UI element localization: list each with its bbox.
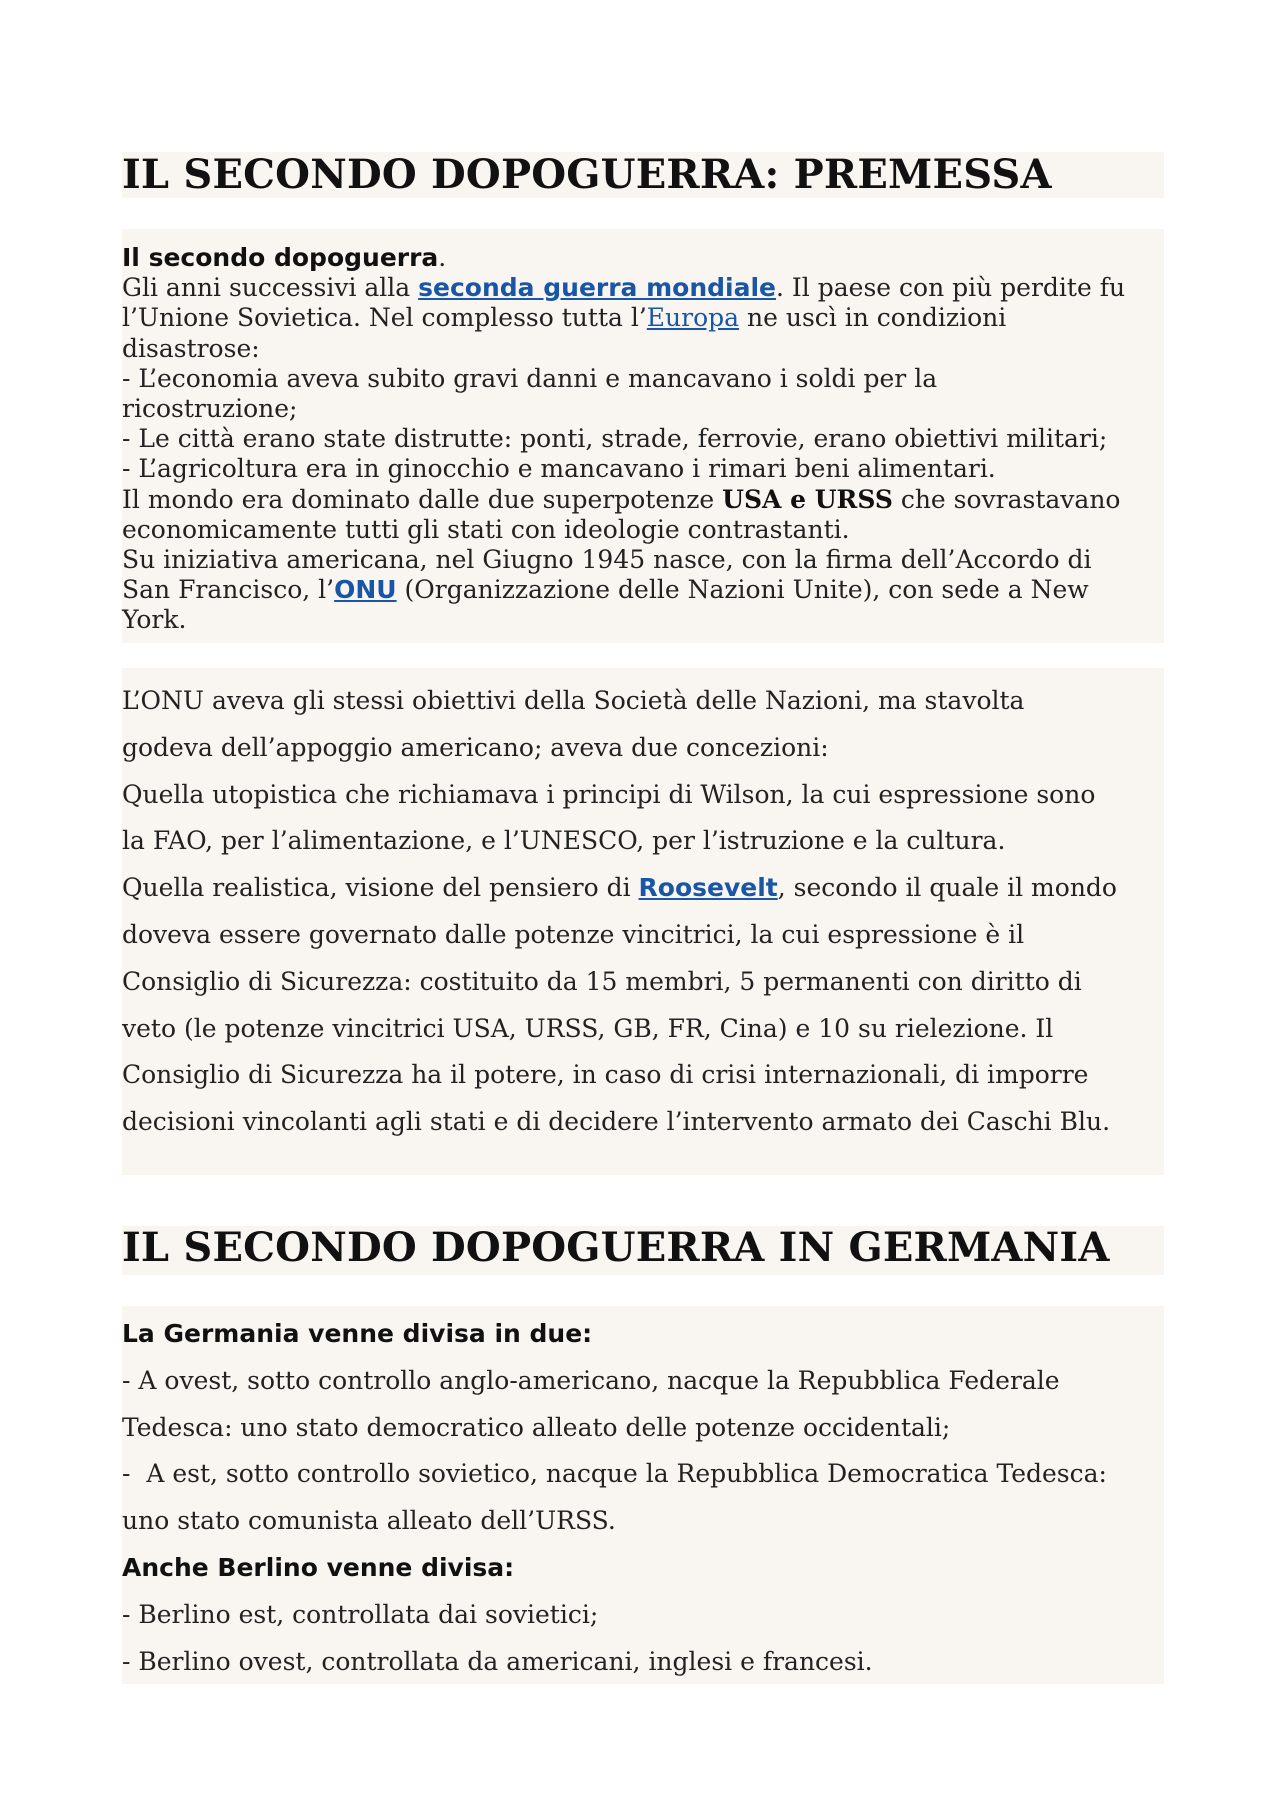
intro-line-11: Su iniziativa americana, nel Giugno 1945 nasce, con la firma dell’Accordo di — [122, 545, 1092, 575]
onu-line-3: Quella utopistica che richiamava i principi di Wilson, la cui espressione sono — [122, 779, 1096, 809]
intro-line-13: York. — [122, 605, 187, 635]
section2-title-block — [122, 1226, 1164, 1275]
intro-line-6: ricostruzione; — [122, 394, 298, 424]
intro-line-5: - L’economia aveva subito gravi danni e mancavano i soldi per la — [122, 363, 938, 393]
intro-line-9 — [122, 485, 1164, 515]
onu-line-2: godeva dell’appoggio americano; aveva due concezioni: — [122, 732, 829, 762]
intro-line-2 — [122, 273, 1164, 303]
intro-text: (Organizzazione delle Nazioni Unite), con sede a New — [396, 575, 1089, 605]
germania-block — [122, 1306, 1164, 1684]
link-roosevelt[interactable]: Roosevelt — [638, 873, 778, 903]
usa-urss-bold: USA e URSS — [722, 484, 893, 514]
onu-line-9: Consiglio di Sicurezza ha il potere, in caso di crisi internazionali, di imporre — [122, 1060, 1089, 1090]
intro-text: Gli anni successivi alla — [122, 273, 419, 303]
onu-block — [122, 668, 1164, 1175]
germania-heading: La Germania venne divisa in due: — [122, 1319, 593, 1348]
onu-line-4: la FAO, per l’alimentazione, e l’UNESCO, per l’istruzione e la cultura. — [122, 826, 1006, 856]
intro-heading-line — [122, 243, 1164, 273]
link-europa[interactable]: Europa — [646, 303, 740, 333]
intro-line-7: - Le città erano state distrutte: ponti, strade, ferrovie, erano obiettivi militari; — [122, 424, 1108, 454]
intro-text: l’Unione Sovietica. Nel complesso tutta l’ — [122, 303, 647, 333]
onu-line-5 — [122, 865, 1164, 912]
intro-block — [122, 229, 1164, 643]
germania-line-1: - A ovest, sotto controllo anglo-americano, nacque la Repubblica Federale — [122, 1365, 1060, 1395]
link-onu[interactable]: ONU — [334, 575, 397, 605]
onu-line-8: veto (le potenze vincitrici USA, URSS, GB, FR, Cina) e 10 su rielezione. Il — [122, 1013, 1054, 1043]
intro-line-3 — [122, 303, 1164, 333]
intro-text: ne uscì in condizioni — [739, 303, 1007, 333]
onu-text: , secondo il quale il mondo — [777, 873, 1117, 903]
onu-line-6: doveva essere governato dalle potenze vincitrici, la cui espressione è il — [122, 919, 1025, 949]
intro-text: che sovrastavano — [892, 484, 1121, 514]
section2-title: IL SECONDO DOPOGUERRA IN GERMANIA — [122, 1224, 1110, 1271]
berlino-heading: Anche Berlino venne divisa: — [122, 1552, 515, 1582]
onu-line-7: Consiglio di Sicurezza: costituito da 15 membri, 5 permanenti con diritto di — [122, 966, 1082, 996]
onu-line-1: L’ONU aveva gli stessi obiettivi della Società delle Nazioni, ma stavolta — [122, 686, 1025, 715]
section1-title: IL SECONDO DOPOGUERRA: PREMESSA — [122, 151, 1052, 198]
intro-text: Il mondo era dominato dalle due superpotenze — [122, 484, 723, 514]
germania-line-4: uno stato comunista alleato dell’URSS. — [122, 1506, 616, 1536]
intro-text: . Il paese con più perdite fu — [776, 273, 1126, 303]
germania-line-3: - A est, sotto controllo sovietico, nacque la Repubblica Democratica Tedesca: — [122, 1459, 1107, 1489]
intro-line-12 — [122, 575, 1164, 605]
intro-line-4: disastrose: — [122, 333, 260, 363]
berlino-line-2: - Berlino ovest, controllata da americani, inglesi e francesi. — [122, 1646, 873, 1676]
intro-line-10: economicamente tutti gli stati con ideologie contrastanti. — [122, 514, 850, 544]
link-seconda-guerra-mondiale[interactable]: seconda guerra mondiale — [418, 273, 777, 303]
germania-line-2: Tedesca: uno stato democratico alleato delle potenze occidentali; — [122, 1412, 951, 1442]
section1-title-block — [122, 152, 1164, 198]
intro-text: San Francisco, l’ — [122, 575, 335, 605]
onu-text: Quella realistica, visione del pensiero di — [122, 873, 639, 903]
berlino-line-1: - Berlino est, controllata dai sovietici; — [122, 1599, 599, 1629]
onu-line-10: decisioni vincolanti agli stati e di decidere l’intervento armato dei Caschi Blu. — [122, 1107, 1111, 1137]
intro-heading: Il secondo dopoguerra — [122, 243, 439, 272]
intro-line-8: - L’agricoltura era in ginocchio e mancavano i rimari beni alimentari. — [122, 454, 996, 484]
intro-heading-end: . — [438, 243, 447, 272]
